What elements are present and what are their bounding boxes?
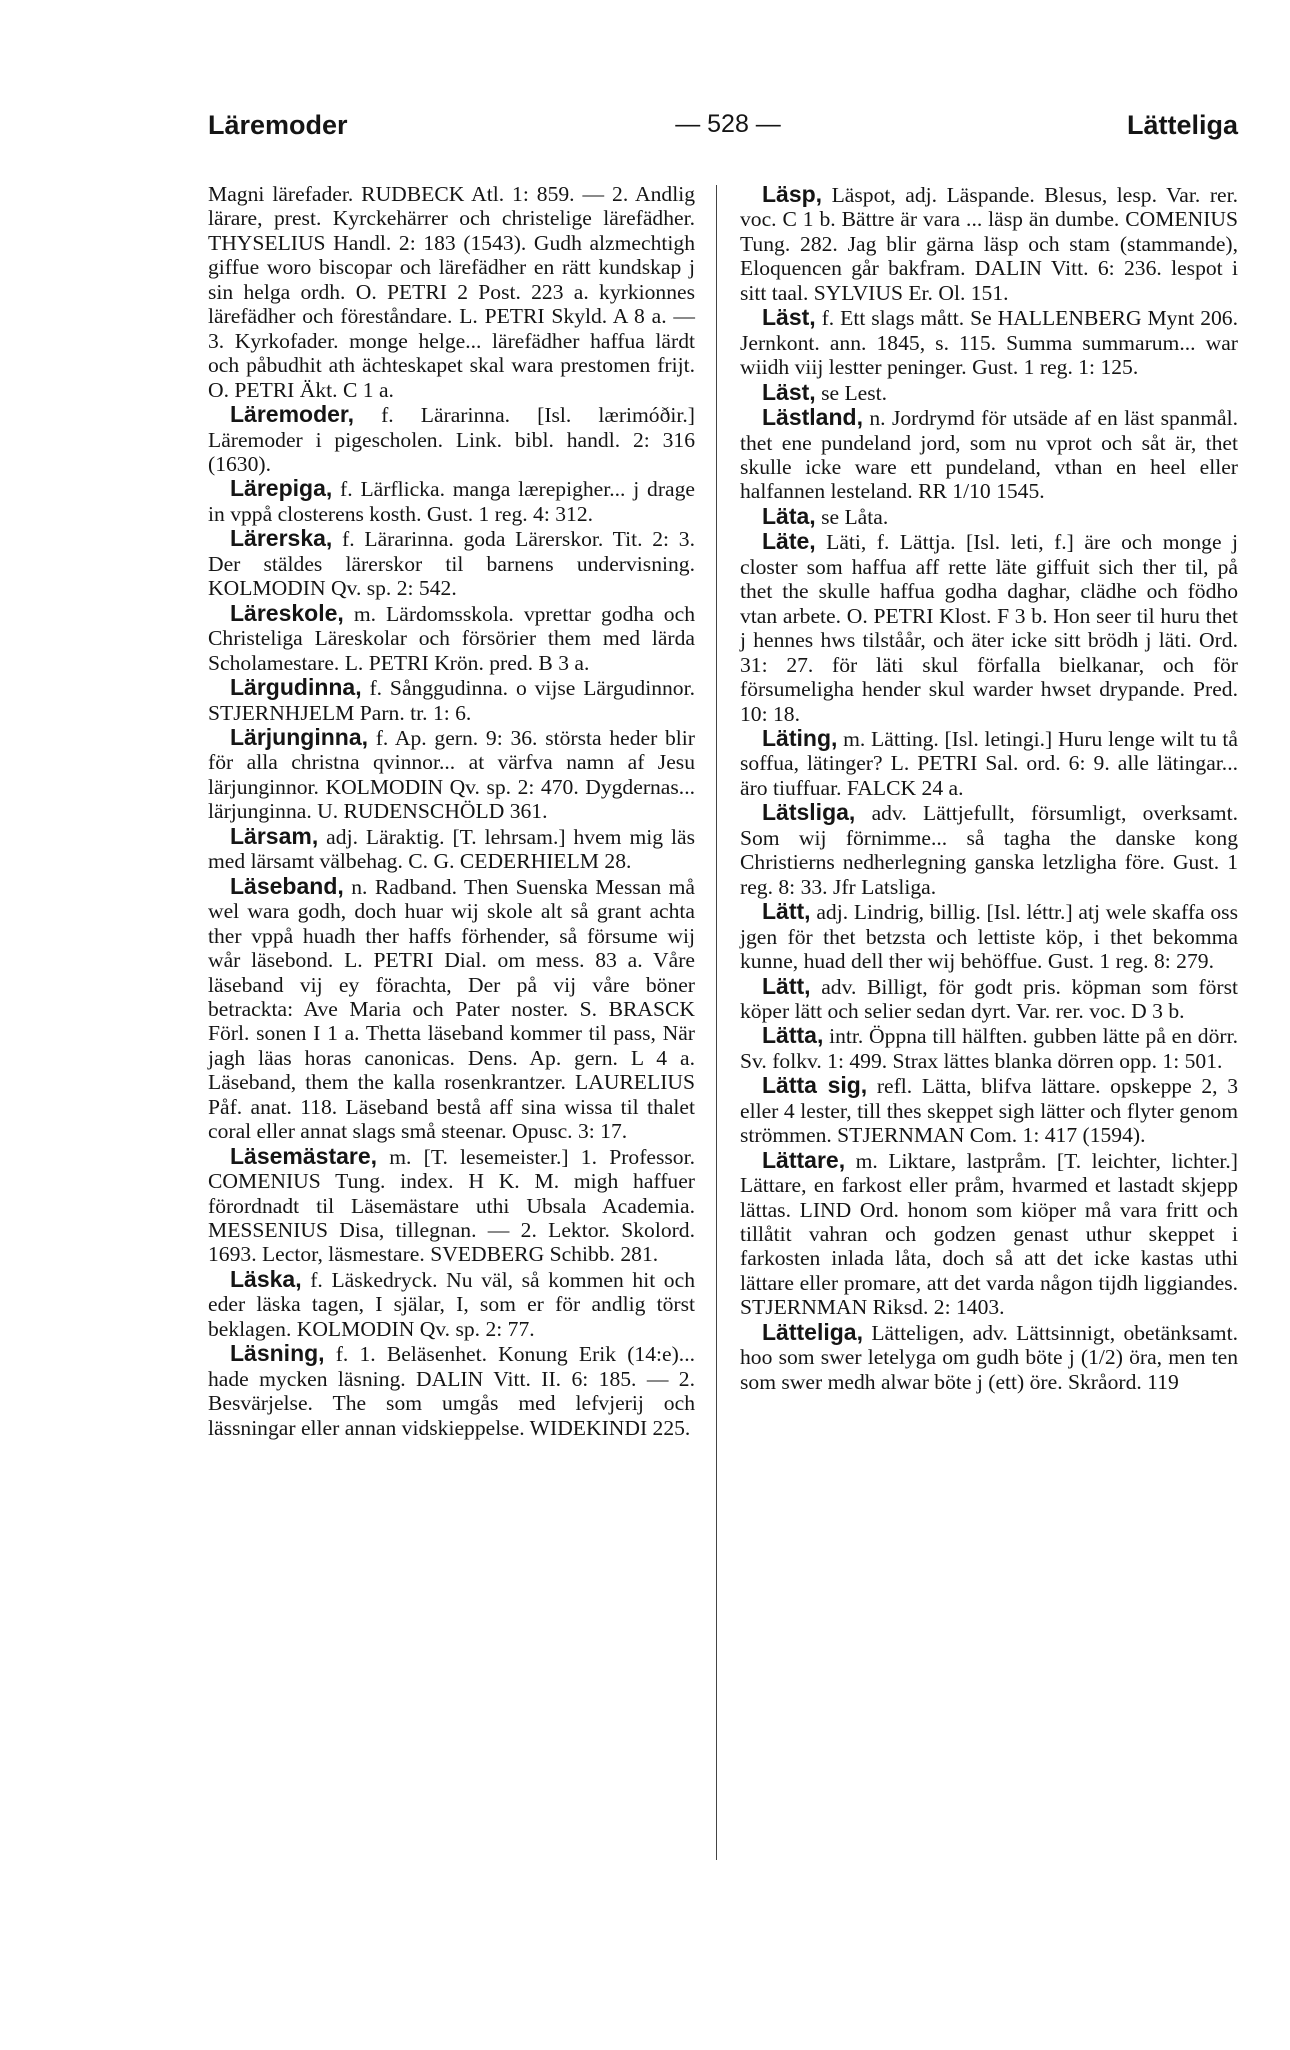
headword: Lätsliga, [762,799,856,826]
dictionary-entry: Läseband, n. Radband. Then Suenska Messan må wel wara godh, doch huar wij skole alt så grant achta ther vppå huadh ther haffs förhender, så försume wij wår läsebond. L. PETRI Dial. om mess. 83 a. Våre läseband vij ey förachta, Der på vij våre böner betrackta: Ave Maria och Pater noster. S. BRASCK Förl. sonen I 1 a. Thetta läseband kommer til pass, När jagh läas horas canonicas. Dens. Ap. gern. L 4 a. Läseband, them the kalla rosenkrantzer. LAURELIUS Påf. anat. 118. Läseband bestå aff sina wissa til thalet coral eller annat slags små steenar. Opusc. 3: 17. [208,872,695,1144]
headword: Läseband, [230,872,344,899]
headword: Lätteliga, [762,1318,863,1345]
dictionary-entry: Läsp, Läspot, adj. Läspande. Blesus, lesp. Var. rer. voc. C 1 b. Bättre är vara ... läsp än dumbe. COMENIUS Tung. 282. Jag blir gärna läsp och stam (stammande), Eloquencen går bakfram. DALIN Vitt. 6: 236. lespot i sitt taal. SYLVIUS Er. Ol. 151. [740,181,1238,305]
headword: Läreskole, [230,599,344,626]
dictionary-entry: Läreskole, m. Lärdomsskola. vprettar godha och Christeliga Läreskolar och försörier them med lärda Scholamestare. L. PETRI Krön. pred. B 3 a. [208,599,695,675]
headword: Läte, [762,528,816,555]
headword: Lätta, [762,1022,824,1049]
headword: Läta, [762,502,816,529]
dictionary-entry: Lärjunginna, f. Ap. gern. 9: 36. största heder blir för alla christna qvinnor... at värfva namn af Jesu lärjunginnor. KOLMODIN Qv. sp. 2: 470. Dygdernas... lärjunginna. U. RUDENSCHÖLD 361. [208,723,695,824]
headword: Lätt, [762,972,811,999]
headword: Läting, [762,724,838,751]
page-header [208,110,1238,150]
dictionary-entry: Lätt, adv. Billigt, för godt pris. köpman som först köper lätt och selier sedan dyrt. Var. rer. voc. D 3 b. [740,972,1238,1023]
headword: Lärgudinna, [230,674,362,701]
right-column [740,182,1238,1394]
headword: Läst, [762,304,816,331]
headword: Lätta sig, [762,1072,868,1099]
column-divider [716,185,717,1860]
dictionary-entry: Lätsliga, adv. Lättjefullt, försumligt, overksamt. Som wij förnimme... så tagha the danske kong Christierns nedherlegning ganska letzligha före. Gust. 1 reg. 8: 33. Jfr Latsliga. [740,799,1238,899]
dictionary-entry: Läsning, f. 1. Beläsenhet. Konung Erik (14:e)... hade mycken läsning. DALIN Vitt. II. 6: 185. — 2. Besvärjelse. The som umgås med lefvjerij och lässningar eller annan vidskieppelse. WIDEKINDI 225. [208,1340,695,1440]
dictionary-entry: Lätteliga, Lätteligen, adv. Lättsinnigt, obetänksamt. hoo som swer letelyga om gudh böte j (1/2) öra, men ten som swer medh alwar böte j (ett) öre. Skråord. 119 [740,1318,1238,1394]
dictionary-entry: Läta, se Låta. [762,502,889,529]
dictionary-entry: Lättare, m. Liktare, lastpråm. [T. leichter, lichter.] Lättare, en farkost eller pråm, hvarmed et lastadt skjepp lättas. LIND Ord. honom som kiöper må vara fritt och tillåtit vahran och godzen genast uthur skeppet i farkosten inlada låta, doch så att det icke kastas uthi lättare eller promare, att det varda någon tijdh liggiandes. STJERNMAN Riksd. 2: 1403. [740,1146,1238,1320]
dictionary-entry: Lärepiga, f. Lärflicka. manga lærepigher... j drage in vppå closterens kosth. Gust. 1 reg. 4: 312. [208,475,695,526]
dictionary-entry: Lärgudinna, f. Sånggudinna. o vijse Lärgudinnor. STJERNHJELM Parn. tr. 1: 6. [208,674,695,725]
dictionary-entry: Läting, m. Lätting. [Isl. letingi.] Huru lenge wilt tu tå soffua, lätinger? L. PETRI Sal. ord. 6: 9. alle lätingar... äro tiuffuar. FALCK 24 a. [740,724,1238,800]
left-column [208,182,695,1440]
headword: Läska, [230,1265,302,1292]
dictionary-entry: Läremoder, f. Lärarinna. [Isl. lærimóðir.] Läremoder i pigescholen. Link. bibl. handl. 2: 316 (1630). [208,401,695,476]
dictionary-entry: Läte, Läti, f. Lättja. [Isl. leti, f.] äre och monge j closter som haffua aff rette läte giffuit sich ther til, på thet the skulle haffua godha daghar, clädhe och födho vtan arbete. O. PETRI Klost. F 3 b. Hon seer til huru thet j hennes hws tilståår, och äter icke sitt brödh j läti. Ord. 31: 27. för läti skul förfalla bielkanar, och för försumeligha hender skul warder hwset drypande. Pred. 10: 18. [740,528,1238,726]
header-left-word: Läremoder [208,110,348,140]
dictionary-entry: Lärerska, f. Lärarinna. goda Lärerskor. Tit. 2: 3. Der stäldes lärerskor til barnens undervisning. KOLMODIN Qv. sp. 2: 542. [208,525,695,601]
dictionary-entry: Lätt, adj. Lindrig, billig. [Isl. léttr.] atj wele skaffa oss jgen för thet betzsta och lettiste köp, i thet bekomma kunne, huad dell ther wij behöffue. Gust. 1 reg. 8: 279. [740,898,1238,974]
headword: Lärerska, [230,525,333,552]
headword: Lärsam, [230,822,319,849]
headword: Lärepiga, [230,475,333,502]
dictionary-entry: Läst, f. Ett slags mått. Se HALLENBERG Mynt 206. Jernkont. ann. 1845, s. 115. Summa summarum... war wiidh viij lestter peninger. Gust. 1 reg. 1: 125. [740,304,1238,380]
headword: Läsp, [762,181,823,207]
headword: Lästland, [762,404,863,431]
dictionary-entry: Lätta, intr. Öppna till hälften. gubben lätte på en dörr. Sv. folkv. 1: 499. Strax lättes blanka dörren opp. 1: 501. [740,1022,1238,1073]
headword: Lätt, [762,898,811,925]
headword: Lättare, [762,1146,846,1173]
headword: Läsning, [230,1340,325,1367]
dictionary-entry: Lätta sig, refl. Lätta, blifva lättare. opskeppe 2, 3 eller 4 lester, till thes skeppet sigh lätter och flyter genom strömmen. STJERNMAN Com. 1: 417 (1594). [740,1072,1238,1148]
headword: Läremoder, [230,401,354,428]
headword: Läsemästare, [230,1142,378,1169]
headword: Lärjunginna, [230,723,368,750]
page-number: — 528 — [675,110,781,138]
entry-continuation: Magni lärefader. RUDBECK Atl. 1: 859. — 2. Andlig lärare, prest. Kyrckehärrer och christelige lärefädher. THYSELIUS Handl. 2: 183 (1543). Gudh alzmechtigh giffue woro biscopar och lärefädher en rätt kundskap j sin helga ordh. O. PETRI 2 Post. 223 a. kyrkionnes lärefädher och föreståndare. L. PETRI Skyld. A 8 a. — 3. Kyrkofader. monge helge... lärefädher haffua lärdt och påbudhit ath ächteskapet skal wara prestomen frijt. O. PETRI Äkt. C 1 a. [208,182,695,402]
dictionary-entry: Läst, se Lest. [762,378,888,405]
dictionary-entry: Läsemästare, m. [T. lesemeister.] 1. Professor. COMENIUS Tung. index. H K. M. migh haffuer förordnadt til Läsemästare uthi Ubsala Academia. MESSENIUS Disa, tillegnan. — 2. Lektor. Skolord. 1693. Lector, läsmestare. SVEDBERG Schibb. 281. [208,1142,695,1267]
dictionary-entry: Lästland, n. Jordrymd för utsäde af en läst spanmål. thet ene pundeland jord, som nu vprot och såt är, thet skulle icke ware ett pundeland, vthan en heel eller halfannen lesteland. RR 1/10 1545. [740,404,1238,504]
headword: Läst, [762,378,816,405]
header-right-word: Lätteliga [1126,110,1238,140]
dictionary-entry: Läska, f. Läskedryck. Nu väl, så kommen hit och eder läska tagen, I själar, I, som er för andlig törst beklagen. KOLMODIN Qv. sp. 2: 77. [208,1265,695,1341]
dictionary-entry: Lärsam, adj. Läraktig. [T. lehrsam.] hvem mig läs med lärsamt välbehag. C. G. CEDERHIELM 28. [208,822,695,874]
